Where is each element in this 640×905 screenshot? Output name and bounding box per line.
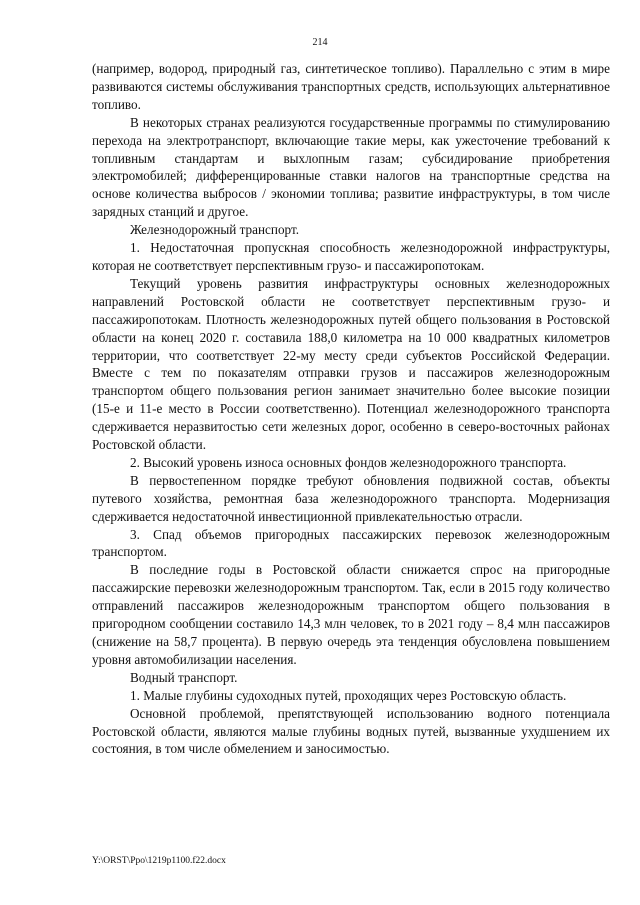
paragraph: 1. Малые глубины судоходных путей, проходящих через Ростовскую область. — [130, 687, 567, 703]
section-heading-water: Водный транспорт. — [130, 669, 238, 685]
paragraph: В первостепенном порядке требуют обновления подвижной состав, объекты путевого хозяйства, ремонтная база железнодорожного транспорта. Модернизация сдерживается недостаточной инвестиционной привлекательностью отрасли. — [92, 472, 610, 524]
paragraph: В последние годы в Ростовской области снижается спрос на пригородные пассажирские перевозки железнодорожным транспортом. Так, если в 2015 году количество отправлений пассажиров железнодорожным транспортом общего пользования в пригородном сообщении составило 14,3 млн человек, то в 2021 году – 8,4 млн пассажиров (снижение на 58,7 процента). В первую очередь эта тенденция обусловлена повышением уровня автомобилизации населения. — [92, 562, 610, 667]
paragraph: 1. Недостаточная пропускная способность железнодорожной инфраструктуры, которая не соответствует перспективным грузо- и пассажиропотокам. — [92, 240, 610, 273]
paragraph: 3. Спад объемов пригородных пассажирских перевозок железнодорожным транспортом. — [92, 526, 610, 560]
paragraph: Основной проблемой, препятствующей использованию водного потенциала Ростовской области, являются малые глубины водных путей, вызванные ухудшением их состояния, в том числе обмелением и заносимостью. — [92, 705, 610, 757]
paragraph: Текущий уровень развития инфраструктуры основных железнодорожных направлений Ростовской области не соответствует перспективным грузо- и пассажиропотокам. Плотность железнодорожных путей общего пользования в Ростовской области на конец 2020 г. составила 188,0 километра на 10 000 квадратных километров территории, что соответствует 22-му месту среди субъектов Российской Федерации. Вместе с тем по показателям отправки грузов и пассажиров железнодорожным транспортом общего пользования регион занимает значительно более высокие позиции (15-е и 11-е место в России соответственно). Потенциал железнодорожного транспорта сдерживается неразвитостью сети железных дорог, особенно в северо-восточных районах Ростовской области. — [92, 275, 610, 453]
paragraph: В некоторых странах реализуются государственные программы по стимулированию перехода на электротранспорт, включающие такие меры, как ужесточение требований к топливным стандартам и выхлопным газам; субсидирование приобретения электромобилей; дифференцированные ставки налогов на транспортные средства на основе количества выбросов / экономии топлива; развитие инфраструктуры, в том числе зарядных станций и другое. — [92, 114, 610, 220]
section-heading-rail: Железнодорожный транспорт. — [130, 222, 300, 238]
footer-file-path: Y:\ORST\Ppo\1219p1100.f22.docx — [92, 856, 226, 866]
paragraph: 2. Высокий уровень износа основных фондов железнодорожного транспорта. — [130, 454, 567, 470]
page-number: 214 — [312, 37, 328, 48]
paragraph: (например, водород, природный газ, синтетическое топливо). Параллельно с этим в мире развиваются системы обслуживания транспортных средств, использующих альтернативное топливо. — [92, 61, 610, 112]
document-body — [92, 60, 610, 758]
